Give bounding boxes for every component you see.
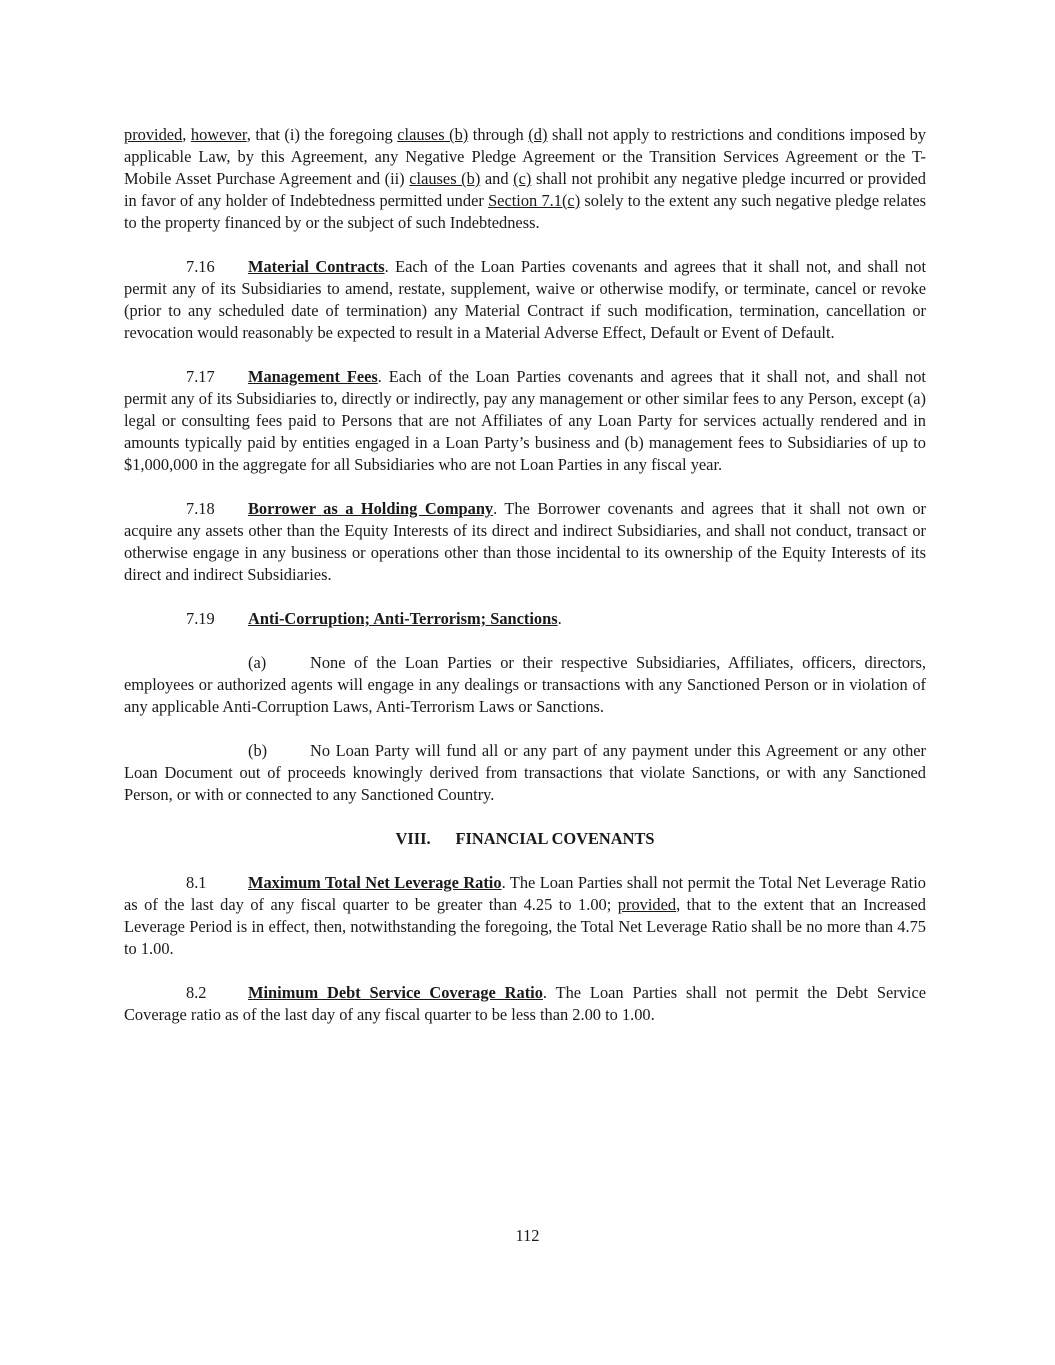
term-however: however [190, 125, 247, 144]
section-8-1 [124, 872, 926, 960]
term-provided: provided [617, 895, 677, 914]
ref-clauses-b: clauses (b) [397, 125, 469, 144]
ref-clause-c: (c) [513, 169, 532, 188]
section-number: 7.16 [186, 257, 215, 276]
ref-clause-d: (d) [528, 125, 548, 144]
ref-section-7-1-c: Section 7.1(c) [488, 191, 581, 210]
subsection-7-19-b [124, 740, 926, 806]
article-number: VIII. [395, 829, 431, 848]
section-number: 7.19 [186, 609, 215, 628]
subsection-7-19-a [124, 652, 926, 718]
section-8-2 [124, 982, 926, 1026]
text-run: through [468, 125, 529, 144]
article-title: FINANCIAL COVENANTS [455, 829, 655, 848]
section-heading: Minimum Debt Service Coverage Ratio [248, 983, 543, 1002]
section-7-16 [124, 256, 926, 344]
text-run: shall not apply to restrictions and conditions imposed by applicable Law, by this Agreement, any Negative Pledge Agreement or the Transition Services Agreement or the T-Mobile Asset Purchase Agreement and (ii) [124, 125, 926, 188]
text-run: , [182, 125, 191, 144]
section-body: . The Borrower covenants and agrees that it shall not own or acquire any assets other than the Equity Interests of its direct and indirect Subsidiaries, and shall not conduct, transact or otherwise engage in any business or operations other than those incidental to its ownership of the Equity Interests of its direct and indirect Subsidiaries. [124, 499, 926, 584]
term-provided: provided [124, 125, 183, 144]
section-7-17 [124, 366, 926, 476]
section-heading: Anti-Corruption; Anti-Terrorism; Sanctions [248, 609, 558, 628]
section-body-cont: , that to the extent that an Increased Leverage Period is in effect, then, notwithstanding the foregoing, the Total Net Leverage Ratio shall be no more than 4.75 to 1.00. [124, 895, 926, 958]
intro-paragraph [124, 124, 926, 234]
section-number: 8.2 [186, 983, 207, 1002]
page-number: 112 [515, 1226, 540, 1245]
section-heading: Material Contracts [248, 257, 385, 276]
section-heading: Borrower as a Holding Company [248, 499, 494, 518]
text-run: shall not prohibit any negative pledge incurred or provided in favor of any holder of Indebtedness permitted under [124, 169, 926, 210]
document-page [124, 124, 926, 1026]
section-heading: Maximum Total Net Leverage Ratio [248, 873, 502, 892]
section-period: . [557, 609, 562, 628]
ref-clauses-b-2: clauses (b) [409, 169, 481, 188]
section-number: 7.18 [186, 499, 215, 518]
section-heading: Management Fees [248, 367, 378, 386]
subsection-label: (b) [248, 741, 268, 760]
text-run: solely to the extent any such negative pledge relates to the property financed by or the subject of such Indebtedness. [124, 191, 926, 232]
section-number: 8.1 [186, 873, 207, 892]
section-7-18 [124, 498, 926, 586]
text-run: , that (i) the foregoing [246, 125, 398, 144]
section-7-19 [124, 608, 926, 630]
article-heading [124, 828, 926, 850]
text-run: and [480, 169, 514, 188]
section-body: . Each of the Loan Parties covenants and agrees that it shall not, and shall not permit any of its Subsidiaries to, directly or indirectly, pay any management or other similar fees to any Person, except (a) legal or consulting fees paid to Persons that are not Affiliates of any Loan Party for services actually rendered and in amounts typically paid by entities engaged in a Loan Party’s business and (b) management fees to Subsidiaries of up to $1,000,000 in the aggregate for all Subsidiaries who are not Loan Parties in any fiscal year. [124, 367, 926, 474]
subsection-body: No Loan Party will fund all or any part of any payment under this Agreement or any other Loan Document out of proceeds knowingly derived from transactions that violate Sanctions, or with any Sanctioned Person, or with or connected to any Sanctioned Country. [124, 741, 926, 804]
subsection-label: (a) [248, 653, 267, 672]
section-number: 7.17 [186, 367, 215, 386]
subsection-body: None of the Loan Parties or their respective Subsidiaries, Affiliates, officers, directors, employees or authorized agents will engage in any dealings or transactions with any Sanctioned Person or in violation of any applicable Anti-Corruption Laws, Anti-Terrorism Laws or Sanctions. [124, 653, 926, 716]
section-body: . The Loan Parties shall not permit the Debt Service Coverage ratio as of the last day of any fiscal quarter to be less than 2.00 to 1.00. [124, 983, 927, 1024]
section-body: . The Loan Parties shall not permit the Total Net Leverage Ratio as of the last day of any fiscal quarter to be greater than 4.25 to 1.00; [124, 873, 926, 914]
section-body: . Each of the Loan Parties covenants and agrees that it shall not, and shall not permit any of its Subsidiaries to amend, restate, supplement, waive or otherwise modify, or terminate, cancel or revoke (prior to any scheduled date of termination) any Material Contract if such modification, termination, cancellation or revocation would reasonably be expected to result in a Material Adverse Effect, Default or Event of Default. [124, 257, 926, 342]
